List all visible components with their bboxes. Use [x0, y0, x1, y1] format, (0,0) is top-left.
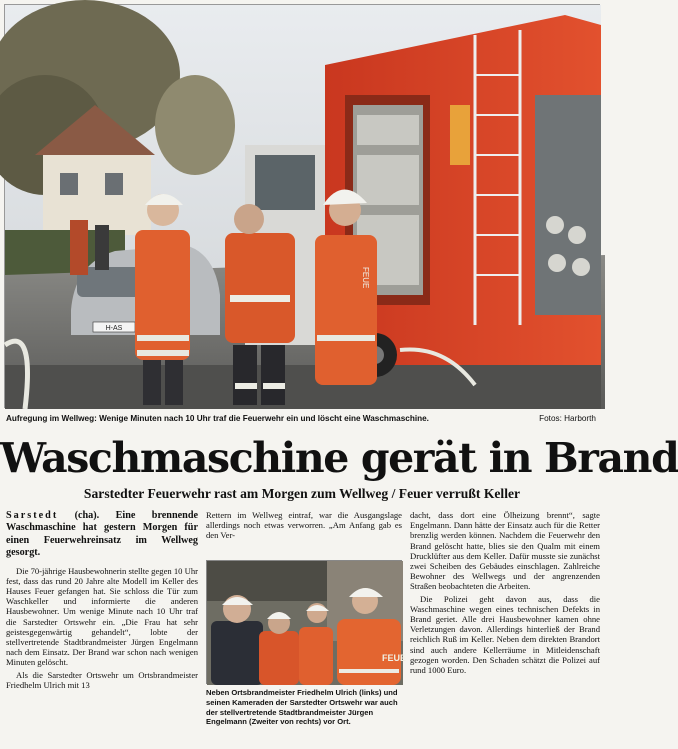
headline: Waschmaschine gerät in Brand — [0, 434, 678, 482]
secondary-photo-caption: Neben Ortsbrandmeister Friedhelm Ulrich (links) und seinen Kameraden der Sarstedter Ortswehr war auch der stellvertretende Stadtbrandmeister Jürgen Engelmann (Zweiter von rechts) vor Ort. — [206, 688, 398, 727]
fire-scene-illustration — [5, 5, 601, 409]
article-column-3 — [410, 510, 600, 675]
body-paragraph: Rettern im Wellweg eintraf, war die Ausgangslage allerdings noch etwas verworren. „Am Anfang gab es den Ver- — [206, 510, 402, 541]
author-initials: (cha). — [74, 510, 100, 521]
body-paragraph: Die Polizei geht davon aus, dass die Waschmaschine wegen eines technischen Defekts in Brand geriet. Alle drei Hausbewohner kamen ohne Verletzungen davon. Allerdings hinterließ der Brand reichlich Ruß im Keller. Neben dem direkten Brandort sind auch andere Kellerräume in Mitleidenschaft gezogen worden. Den Schaden schätzt die Polizei auf rund 1000 Euro. — [410, 593, 600, 676]
caption-text: Aufregung im Wellweg: Wenige Minuten nach 10 Uhr traf die Feuerwehr ein und löscht eine Waschmaschine. — [6, 414, 429, 423]
lead-text: Eine brennende Waschmaschine hat gestern Morgen für einen Feuerwehreinsatz im Wellweg gesorgt. — [6, 510, 199, 559]
main-photo — [4, 4, 600, 408]
firefighters-illustration — [207, 561, 407, 685]
svg-text:FEUE: FEUE — [382, 653, 407, 663]
secondary-photo — [206, 560, 407, 684]
article-column-2 — [206, 510, 402, 541]
body-paragraph: Als die Sarstedter Ortswehr um Ortsbrandmeister Friedhelm Ulrich mit 13 — [6, 669, 198, 690]
dateline: Sarstedt — [6, 510, 59, 521]
svg-text:H-AS: H-AS — [105, 325, 123, 332]
main-photo-caption — [6, 414, 598, 428]
article-column-1 — [6, 510, 198, 690]
subheadline: Sarstedter Feuerwehr rast am Morgen zum Wellweg / Feuer verrußt Keller — [83, 486, 521, 501]
photo-credit: Fotos: Harborth — [539, 414, 596, 423]
svg-text:FEUE: FEUE — [361, 267, 370, 289]
body-paragraph: Die 70-jährige Hausbewohnerin stellte gegen 10 Uhr fest, dass das rund 20 Jahre alte Modell im Keller des Hauses Feuer gefangen hat. Sie schloss die Tür zum Waschkeller und informierte die anderen Hausbewohner. Um wenige Minute nach 10 Uhr traf die Sarstedter Ortswehr ein. „Die Frau hat sehr geistesgegenwärtig gehandelt“, lobte der stellvertretende Stadtbrandmeister Jürgen Engelmann nach dem Einsatz. Der Brand war schon nach wenigen Minuten gelöscht. — [6, 565, 198, 668]
lead-paragraph — [6, 510, 198, 560]
body-paragraph: dacht, dass dort eine Ölheizung brennt“, sagte Engelmann. Dann hätte der Einsatz auch für die Retter brenzlig werden können. Nachdem die Feuerwehr den Brand gelöscht hatte, blies sie den Qualm mit einem Drucklüfter aus dem Keller. Dafür musste sie zunächst zwei Scheiben des Gebäudes einschlagen. Zahlreiche Bewohner des Wellwegs und der angrenzenden Straßen beobachteten die Arbeiten. — [410, 510, 600, 592]
